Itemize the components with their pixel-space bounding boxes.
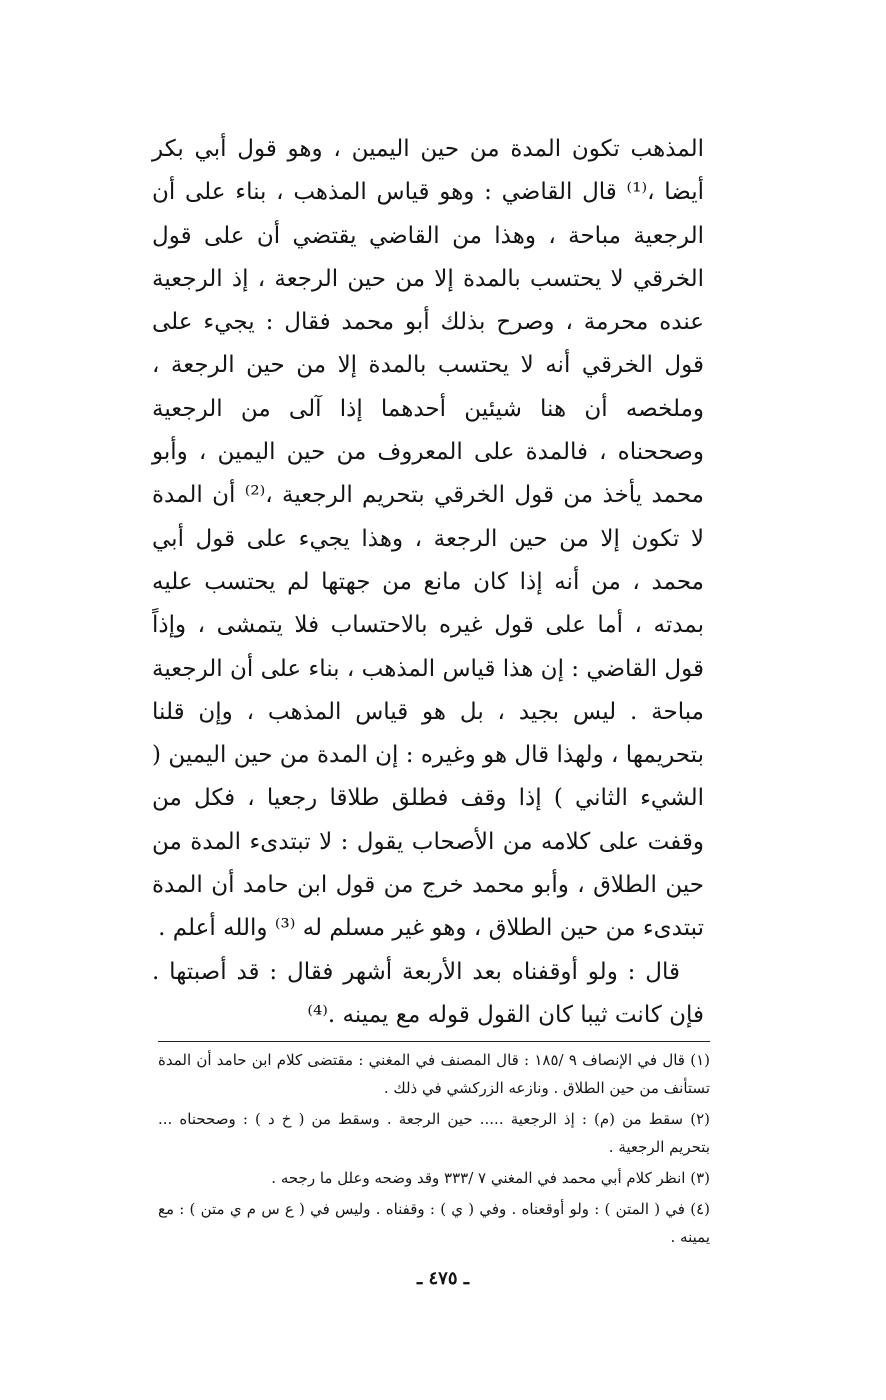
footnote-4: (٤) في ( المتن ) : ولو أوقعناه . وفي ( ي ) : وقفناه . وليس في ( ع س م ي متن ) : مع يمينه . [158, 1200, 710, 1246]
footnote-3: (٣) انظر كلام أبي محمد في المغني ٧ /٣٣٣ وقد وضحه وعلل ما رجحه . [271, 1169, 710, 1187]
footnotes [158, 1046, 710, 1254]
footnote-divider [158, 1041, 710, 1042]
main-text [152, 128, 704, 1037]
body-paragraph: المذهب تكون المدة من حين اليمين ، وهو قول أبي بكر أيضا ،⁽¹⁾ قال القاضي : وهو قياس المذهب ، بناء على أن الرجعية مباحة ، وهذا من القاضي يقتضي أن على قول الخرقي لا يحتسب بالمدة إلا من حين الرجعة ، إذ الرجعية عنده محرمة ، وصرح بذلك أبو محمد فقال : يجيء على قول الخرقي أنه لا يحتسب بالمدة إلا من حين الرجعة ، وملخصه أن هنا شيئين أحدهما إذا آلى من الرجعية وصححناه ، فالمدة على المعروف من حين اليمين ، وأبو محمد يأخذ من قول الخرقي بتحريم الرجعية ،⁽²⁾ أن المدة لا تكون إلا من حين الرجعة ، وهذا يجيء على قول أبي محمد ، من أنه إذا كان مانع من جهتها لم يحتسب عليه بمدته ، أما على قول غيره بالاحتساب فلا يتمشى ، وإذاً قول القاضي : إن هذا قياس المذهب ، بناء على أن الرجعية مباحة . ليس بجيد ، بل هو قياس المذهب ، وإن قلنا بتحريمها ، ولهذا قال هو وغيره : إن المدة من حين اليمين ( الشيء الثاني ) إذا وقف فطلق طلاقا رجعيا ، فكل من وقفت على كلامه من الأصحاب يقول : لا تبتدىء المدة من حين الطلاق ، وأبو محمد خرج من قول ابن حامد أن المدة تبتدىء من حين الطلاق ، وهو غير مسلم له ⁽³⁾ والله أعلم . [152, 136, 704, 942]
body-paragraph: قال : ولو أوقفناه بعد الأربعة أشهر فقال : قد أصبتها . فإن كانت ثيبا كان القول قوله مع يمينه .⁽⁴⁾ [152, 958, 704, 1028]
footnote-2: (٢) سقط من (م) : إذ الرجعية ..... حين الرجعة . وسقط من ( خ د ) : وصححناه ... بتحريم الرجعية . [158, 1110, 710, 1156]
footnote-1: (١) قال في الإنصاف ٩ /١٨٥ : قال المصنف في المغني : مقتضى كلام ابن حامد أن المدة تستأنف من حين الطلاق . ونازعه الزركشي في ذلك . [158, 1051, 710, 1097]
page-number: ـ ٤٧٥ ـ [416, 1268, 470, 1289]
